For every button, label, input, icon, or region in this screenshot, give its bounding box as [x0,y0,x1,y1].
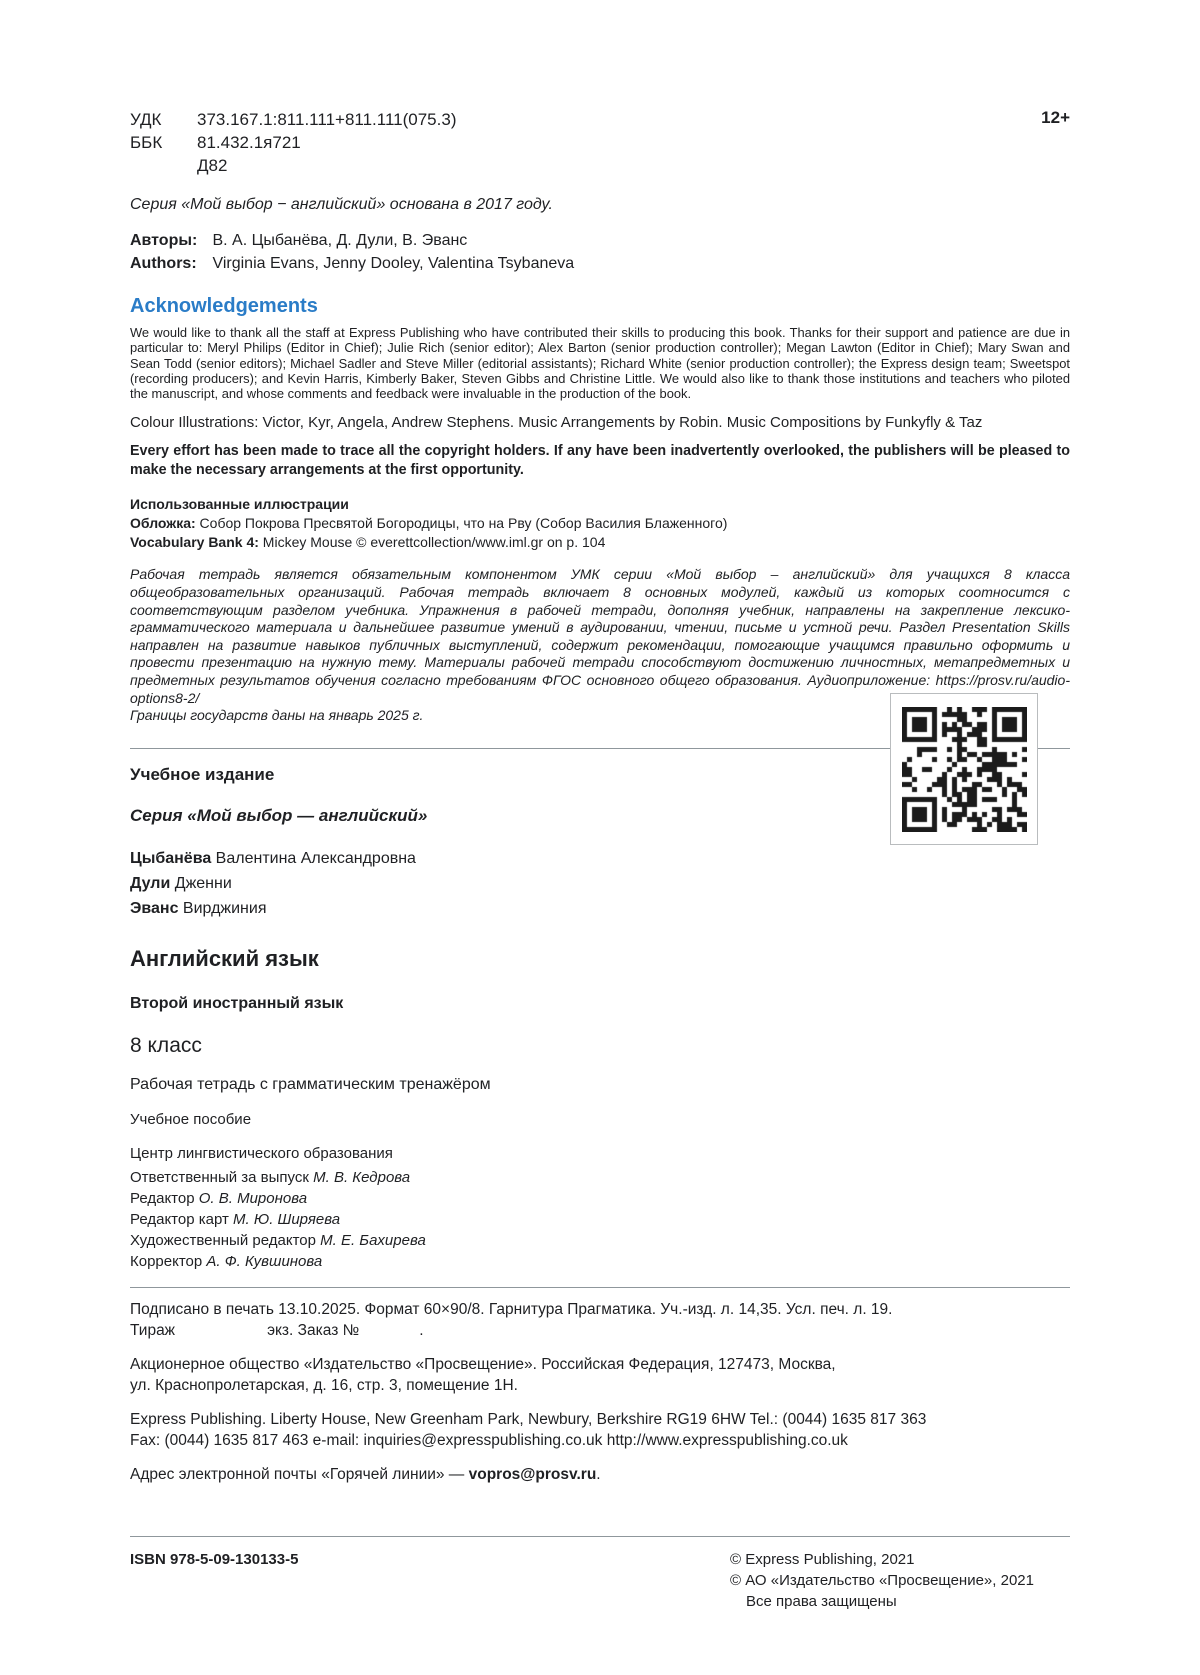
staff-role: Корректор [130,1252,203,1270]
print-run-line [130,1320,1070,1341]
staff-role: Редактор [130,1189,195,1207]
isbn: ISBN 978-5-09-130133-5 [130,1550,299,1568]
bbk-value: 81.432.1я721 [197,133,301,152]
staff-name: М. В. Кедрова [313,1168,411,1186]
authors-block [130,229,1070,275]
copyright-holders-note: Every effort has been made to trace all the copyright holders. If any have been inadvertently overlooked, the publishers will be pleased to make the necessary arrangements at the first opportunity. [130,443,1070,479]
vocabulary-bank-value: Mickey Mouse © everettcollection/www.iml.gr on p. 104 [262,534,606,551]
staff-row [130,1167,1070,1188]
copyright-block [730,1549,1070,1612]
copyright-express: © Express Publishing, 2021 [730,1550,915,1568]
printing-info-block [130,1299,1070,1341]
express-line-2: Fax: (0044) 1635 817 463 e-mail: inquiries@expresspublishing.co.uk http://www.expresspublishing.co.uk [130,1431,848,1449]
staff-role: Редактор карт [130,1210,229,1228]
vocabulary-bank-line [130,533,1070,552]
code-spacer [130,154,197,177]
staff-role: Ответственный за выпуск [130,1168,309,1186]
acknowledgements-body: We would like to thank all the staff at Express Publishing who have contributed their skills to producing this book. Thanks for their support and patience are due in particular to: Meryl Philips (Editor in Chief); Julie Rich (senior editor); Alex Barton (senior production controller); Megan Lawton (Editor in Chief); Mary Swan and Sean Todd (senior editors); Michael Sadler and Steve Miller (editorial assistants); Richard White (senior production controller); the Express design team; Sweetspot (recording producers); and Kevin Harris, Kimberly Baker, Steven Gibbs and Christine Little. We would also like to thank those institutions and teachers who piloted the manuscript, and whose comments and feedback were invaluable in the production of the book. [130,325,1070,402]
map-borders-note: Границы государств даны на январь 2025 г. [130,707,424,724]
grade-line: 8 класс [130,1033,202,1057]
used-illustrations-block [130,495,1070,552]
top-meta-row [130,108,1070,177]
express-publishing-block [130,1409,1070,1451]
udk-value: 373.167.1:811.111+811.111(075.3) [197,110,457,129]
age-rating-badge: 12+ [1041,108,1070,127]
author-name: Вирджиния [182,899,267,917]
publisher-address-block [130,1354,1070,1396]
staff-row [130,1251,1070,1272]
authors-en-value: Virginia Evans, Jenny Dooley, Valentina Tsybaneva [212,255,575,272]
colour-illustrations-line: Colour Illustrations: Victor, Kyr, Angela, Andrew Stephens. Music Arrangements by Robin. Music Compositions by Funkyfly & Taz [130,414,983,432]
author-surname: Дули [130,874,171,892]
rights-reserved: Все права защищены [746,1592,897,1610]
udk-label: УДК [130,110,162,129]
linguistic-center-line: Центр лингвистического образования [130,1144,393,1162]
second-language-subtitle: Второй иностранный язык [130,994,344,1012]
publisher-line-2: ул. Краснопролетарская, д. 16, стр. 3, помещение 1Н. [130,1376,518,1394]
edition-series: Серия «Мой выбор — английский» [130,805,428,825]
subject-title: Английский язык [130,945,319,971]
qr-code-image [902,707,1027,832]
express-line-1: Express Publishing. Liberty House, New Greenham Park, Newbury, Berkshire RG19 6HW Tel.: (0044) 1635 817 363 [130,1410,927,1428]
book-type-line: Рабочая тетрадь с грамматическим тренажёром [130,1075,491,1093]
edition-authors-block [130,846,1070,921]
authors-en-line [130,252,1070,275]
vocabulary-bank-label: Vocabulary Bank 4: [130,534,259,551]
author-surname: Цыбанёва [130,849,212,867]
author-name: Валентина Александровна [215,849,416,867]
cover-illustration-line [130,514,1070,533]
udk-bbk-block [130,108,456,177]
authors-ru-value: В. А. Цыбанёва, Д. Дули, В. Эванс [212,232,468,249]
publisher-line-1: Акционерное общество «Издательство «Просвещение». Российская Федерация, 127473, Москва, [130,1355,836,1373]
authors-en-label: Authors: [130,255,197,272]
series-founded-note: Серия «Мой выбор − английский» основана в 2017 году. [130,196,553,213]
copyright-prosveshchenie: © АО «Издательство «Просвещение», 2021 [730,1571,1034,1589]
hotline-prefix: Адрес электронной почты «Горячей линии» — [130,1465,469,1483]
staff-row [130,1230,1070,1251]
edition-author-row [130,871,1070,896]
printing-details-line: Подписано в печать 13.10.2025. Формат 60×90/8. Гарнитура Прагматика. Уч.-изд. л. 14,35. Усл. печ. л. 19. [130,1300,893,1318]
cover-value: Собор Покрова Пресвятой Богородицы, что на Рву (Собор Василия Блаженного) [199,515,728,532]
staff-row [130,1188,1070,1209]
hotline-suffix: . [596,1465,601,1483]
staff-name: М. Ю. Ширяева [233,1210,341,1228]
staff-name: О. В. Миронова [198,1189,308,1207]
staff-block [130,1167,1070,1272]
staff-role: Художественный редактор [130,1231,316,1249]
authors-ru-label: Авторы: [130,232,198,249]
edition-kind-line: Учебное пособие [130,1110,252,1128]
print-run-period: . [419,1321,424,1339]
divider-3 [130,1536,1070,1537]
author-surname: Эванс [130,899,179,917]
staff-name: А. Ф. Кувшинова [206,1252,323,1270]
edition-author-row [130,896,1070,921]
order-label: экз. Заказ № [267,1321,360,1339]
hotline-email-line [130,1466,1070,1484]
author-name: Дженни [174,874,232,892]
print-run-label: Тираж [130,1321,176,1339]
divider-2 [130,1287,1070,1288]
qr-code [890,693,1038,845]
book-code: Д82 [197,156,228,175]
edition-author-row [130,846,1070,871]
staff-row [130,1209,1070,1230]
cover-label: Обложка: [130,515,196,532]
edition-type: Учебное издание [130,764,275,784]
staff-name: М. Е. Бахирева [320,1231,426,1249]
hotline-email: vopros@prosv.ru [468,1465,597,1483]
annotation-paragraph: Рабочая тетрадь является обязательным компонентом УМК серии «Мой выбор – английский» для учащихся 8 класса общеобразовательных организаций. Рабочая тетрадь включает 8 основных модулей, каждый из которых соотносится с соответствующим разделом учебника. Упражнения в рабочей тетради, дополняя учебник, направлены на закрепление лексико-грамматического материала и дальнейшее развитие умений в аудировании, чтении, письме и устной речи. Раздел Presentation Skills направлен на развитие навыков публичных выступлений, содержит рекомендации, помогающие учащимся правильно оформить и провести презентацию на нужную тему. Материалы рабочей тетради способствуют достижению личностных, метапредметных и предметных результатов обучения согласно требованиям ФГОС основного общего образования. Аудиоприложение: https://prosv.ru/audio-options8-2/ [130,566,1070,706]
bbk-label: ББК [130,133,163,152]
footer-row [130,1549,1070,1612]
acknowledgements-title: Acknowledgements [130,295,318,317]
used-illustrations-title: Использованные иллюстрации [130,496,349,513]
authors-ru-line [130,229,1070,252]
